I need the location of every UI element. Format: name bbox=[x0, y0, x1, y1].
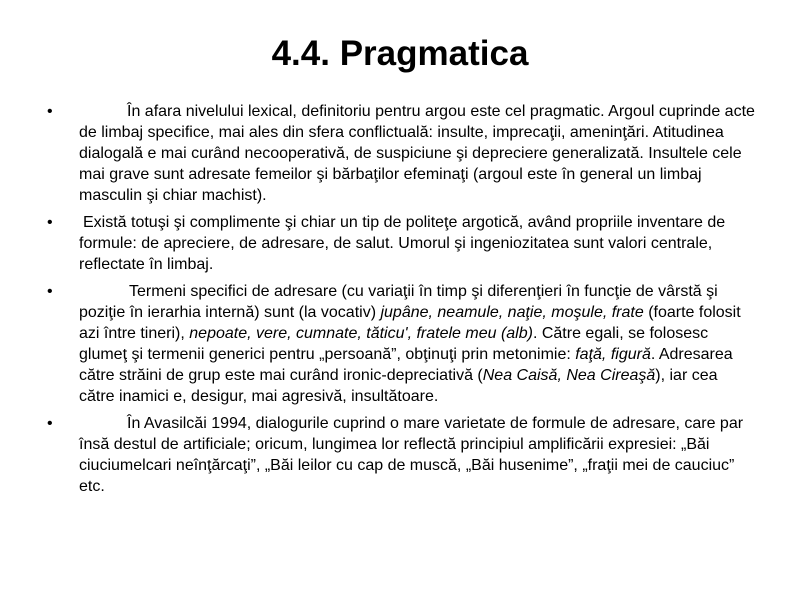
bullet-item-4 bbox=[0, 413, 800, 497]
bullet-text: (foarte folosit azi între tineri), bbox=[79, 304, 741, 342]
italic-example-terms: faţă, figură bbox=[575, 346, 651, 363]
bullet-text: În Avasilcăi 1994, dialogurile cuprind o mare varietate de formule de adresare, care par însă destul de artificiale; oricum, lungimea lor reflectă principiul amplificării expresiei: „Băi ciuciumelcari neînţărcaţi”, „Băi leilor cu cap de muscă, „Băi husenime”, „fraţii mei de cauciuc” etc. bbox=[79, 415, 744, 495]
bullet-text: Există totuşi şi complimente şi chiar un tip de politeţe argotică, având propriile inventare de formule: de apreciere, de adresare, de salut. Umorul şi ingeniozitatea sunt valori centrale, reflectate în limbaj. bbox=[79, 214, 726, 273]
bullet-text: În afara nivelului lexical, definitoriu pentru argou este cel pragmatic. Argoul cuprinde acte de limbaj specifice, mai ales din sfera conflictuală: insulte, imprecaţii, ameninţări. Atitudinea dialogală e mai curând necooperativă, de suspiciune şi depreciere generalizată. Insultele cele mai grave sunt adresate femeilor şi bărbaţilor efeminaţi (argoul este în general un limbaj masculin şi chiar machist). bbox=[79, 103, 755, 204]
bullet-list bbox=[0, 101, 800, 503]
italic-example-terms: jupâne, neamule, naţie, moşule, frate bbox=[380, 304, 644, 321]
bullet-dot-icon: • bbox=[47, 283, 53, 300]
italic-example-terms: Nea Caisă, Nea Cireaşă bbox=[482, 367, 656, 384]
italic-example-terms: nepoate, vere, cumnate, tăticu', fratele meu (alb) bbox=[189, 325, 533, 342]
bullet-item-1 bbox=[0, 101, 800, 206]
bullet-item-2 bbox=[0, 212, 800, 275]
bullet-text: Termeni specifici de adresare (cu variaţii în timp şi diferenţieri în funcţie de vârstă şi poziţie în ierarhia internă) sunt (la vocativ) bbox=[79, 283, 718, 321]
slide-title: 4.4. Pragmatica bbox=[271, 34, 529, 73]
bullet-dot-icon: • bbox=[47, 415, 53, 432]
bullet-item-3 bbox=[0, 281, 800, 407]
bullet-text: ), iar cea către inamici e, desigur, mai agresivă, insultătoare. bbox=[79, 367, 718, 405]
bullet-dot-icon: • bbox=[47, 103, 53, 120]
bullet-text: . Adresarea către străini de grup este mai curând ironic-depreciativă ( bbox=[79, 346, 733, 384]
bullet-text: . Către egali, se folosesc glumeţ şi termenii generici pentru „persoană”, obţinuţi prin metonimie: bbox=[79, 325, 709, 363]
bullet-dot-icon: • bbox=[47, 214, 53, 231]
